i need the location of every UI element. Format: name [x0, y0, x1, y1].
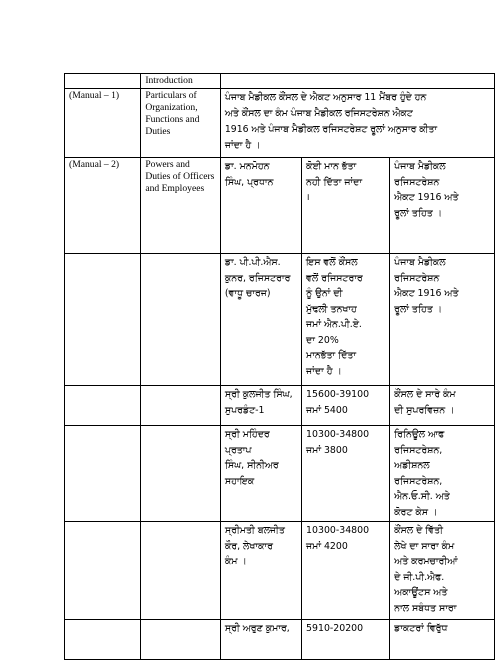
table-row [65, 158, 495, 254]
pay-cell: ਇਸ ਵਲੋਂ ਕੌਂਸਲ ਵਲੋਂ ਰਜਿਸਟਰਾਰ ਨੂੰ ਉਨਾਂ ਦੀ ਮੁੱਢਲੀ ਤਨਖਾਹ ਜਮਾਂ ਐਨ.ਪੀ.ਏ. ਦਾ 20% ਮਾਨਭੱਤਾ ਦਿੱਤਾ ਜਾਂਦਾ ਹੈ । [302, 254, 390, 386]
manual-cell: (Manual – 1) [65, 89, 141, 158]
pay-cell: 5910-20200 [302, 620, 390, 660]
duties-cell: ਡਾਕਟਰਾਂ ਵਿਰੁੱਧ [390, 620, 495, 660]
section-cell [141, 522, 221, 620]
table-row [65, 522, 495, 620]
section-cell [141, 254, 221, 386]
pay-cell: 10300-34800 ਜਮਾਂ 3800 [302, 426, 390, 522]
table-row [65, 254, 495, 386]
duties-cell: ਰਿਨਿਊਲ ਆਫ ਰਜਿਸਟਰੇਸ਼ਨ, ਅਡੀਸ਼ਨਲ ਰਜਿਸਟਰੇਸ਼ਨ, ਐਨ.ਓ.ਸੀ. ਅਤੇ ਕੋਰਟ ਕੇਸ । [390, 426, 495, 522]
table-row [65, 426, 495, 522]
section-cell: Powers and Duties of Officers and Employees [141, 158, 221, 254]
officer-cell: ਸ੍ਰੀਮਤੀ ਬਲਜੀਤ ਕੌਰ, ਲੇਖਾਕਾਰ ਕੰਮ । [220, 522, 301, 620]
table-row [65, 89, 495, 158]
officer-cell: ਸ੍ਰੀ ਮਹਿੰਦਰ ਪ੍ਰਤਾਪ ਸਿੰਘ, ਸੀਨੀਅਰ ਸਹਾਇਕ [220, 426, 301, 522]
officer-cell: ਸ੍ਰੀ ਅਰੁਣ ਕੁਮਾਰ, [220, 620, 301, 660]
officer-cell: ਸ੍ਰੀ ਕੁਲਜੀਤ ਸਿੰਘ, ਸੁਪਰਡੰਟ-1 [220, 386, 301, 426]
manual-cell [65, 74, 141, 89]
manual-cell [65, 426, 141, 522]
duties-cell: ਪੰਜਾਬ ਮੈਡੀਕਲ ਰਜਿਸਟਰੇਸ਼ਨ ਐਕਟ 1916 ਅਤੇ ਰੂਲਾਂ ਤਹਿਤ । [390, 158, 495, 254]
section-cell [141, 386, 221, 426]
manual-cell [65, 386, 141, 426]
table-row [65, 386, 495, 426]
section-cell: Introduction [141, 74, 221, 89]
section-cell: Particulars of Organization, Functions and Duties [141, 89, 221, 158]
manual-cell: (Manual – 2) [65, 158, 141, 254]
pay-cell: 10300-34800 ਜਮਾਂ 4200 [302, 522, 390, 620]
pay-cell: 15600-39100 ਜਮਾਂ 5400 [302, 386, 390, 426]
officer-cell: ਡਾ. ਮਨਮੋਹਨ ਸਿੰਘ, ਪ੍ਰਧਾਨ [220, 158, 301, 254]
manual-cell [65, 254, 141, 386]
duties-cell: ਕੌਂਸਲ ਦੇ ਵਿੱਤੀ ਲੇਖੇ ਦਾ ਸਾਰਾ ਕੰਮ ਅਤੇ ਕਰਮਚਾਰੀਆਂ ਦੇ ਜੀ.ਪੀ.ਐਫ. ਅਕਾਊਂਟਸ ਅਤੇ ਨਾਲ ਸਬੰਧਤ ਸਾਰਾ [390, 522, 495, 620]
content-cell [220, 74, 494, 89]
section-cell [141, 426, 221, 522]
pay-cell: ਕੋਈ ਮਾਨ ਭੱਤਾ ਨਹੀ ਦਿੱਤਾ ਜਾਂਦਾ । [302, 158, 390, 254]
manual-table [64, 73, 495, 660]
officer-cell: ਡਾ. ਪੀ.ਪੀ.ਐਸ. ਕੁਨਰ, ਰਜਿਸਟਰਾਰ (ਵਾਧੂ ਚਾਰਜ) [220, 254, 301, 386]
content-cell: ਪੰਜਾਬ ਮੈਡੀਕਲ ਕੌਂਸਲ ਦੇ ਐਕਟ ਅਨੁਸਾਰ 11 ਮੈਂਬਰ ਹੁੰਦੇ ਹਨ ਅਤੇ ਕੌਂਸਲ ਦਾ ਕੰਮ ਪੰਜਾਬ ਮੈਡੀਕਲ ਰਜਿਸਟਰੇਸ਼ਨ ਐਕਟ 1916 ਅਤੇ ਪੰਜਾਬ ਮੈਡੀਕਲ ਰਜਿਸਟਰੇਸ਼ਟ ਰੂਲਾਂ ਅਨੁਸਾਰ ਕੀਤਾ ਜਾਂਦਾ ਹੈ । [220, 89, 494, 158]
duties-cell: ਪੰਜਾਬ ਮੈਡੀਕਲ ਰਜਿਸਟਰੇਸ਼ਨ ਐਕਟ 1916 ਅਤੇ ਰੂਲਾਂ ਤਹਿਤ । [390, 254, 495, 386]
duties-cell: ਕੌਂਸਲ ਦੇ ਸਾਰੇ ਕੰਮ ਦੀ ਸੁਪਰਵਿਜ਼ਨ । [390, 386, 495, 426]
manual-cell [65, 522, 141, 620]
table-row [65, 74, 495, 89]
